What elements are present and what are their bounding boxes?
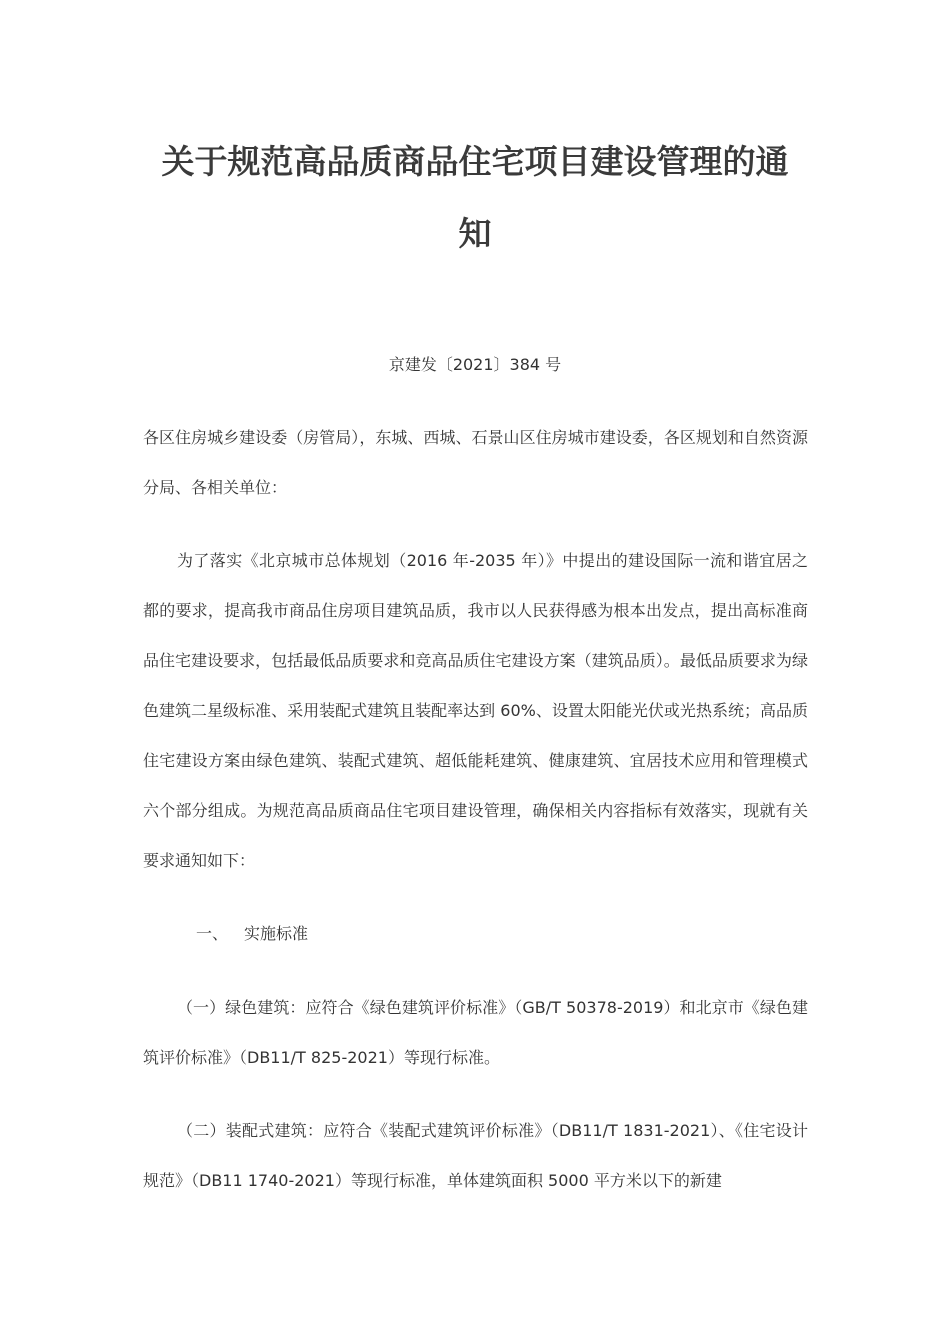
title-line-1: 关于规范高品质商品住宅项目建设管理的通 bbox=[161, 142, 789, 181]
section-title: 实施标准 bbox=[244, 924, 309, 943]
item-prefab-building: （二）装配式建筑：应符合《装配式建筑评价标准》（DB11/T 1831-2021）、《住宅设计规范》（DB11 1740-2021）等现行标准，单体建筑面积 5000 平方米以下的新建 bbox=[143, 1121, 808, 1190]
section-number: 一、 bbox=[196, 924, 229, 943]
item-green-building: （一）绿色建筑：应符合《绿色建筑评价标准》（GB/T 50378-2019）和北京市《绿色建筑评价标准》（DB11/T 825-2021）等现行标准。 bbox=[143, 998, 808, 1067]
intro-paragraph: 为了落实《北京城市总体规划（2016 年-2035 年）》中提出的建设国际一流和谐宜居之都的要求，提高我市商品住房项目建筑品质，我市以人民获得感为根本出发点，提出高标准商品住宅建设要求，包括最低品质要求和竞高品质住宅建设方案（建筑品质）。最低品质要求为绿色建筑二星级标准、采用装配式建筑且装配率达到 60%、设置太阳能光伏或光热系统；高品质住宅建设方案由绿色建筑、装配式建筑、超低能耗建筑、健康建筑、宜居技术应用和管理模式六个部分组成。为规范高品质商品住宅项目建设管理，确保相关内容指标有效落实，现就有关要求通知如下： bbox=[143, 551, 808, 870]
document-title bbox=[140, 126, 810, 270]
document-number: 京建发〔2021〕384 号 bbox=[388, 355, 562, 374]
addressee-paragraph: 各区住房城乡建设委（房管局），东城、西城、石景山区住房城市建设委，各区规划和自然资源分局、各相关单位： bbox=[143, 428, 808, 497]
title-line-2: 知 bbox=[458, 214, 492, 253]
section-heading bbox=[196, 921, 308, 947]
